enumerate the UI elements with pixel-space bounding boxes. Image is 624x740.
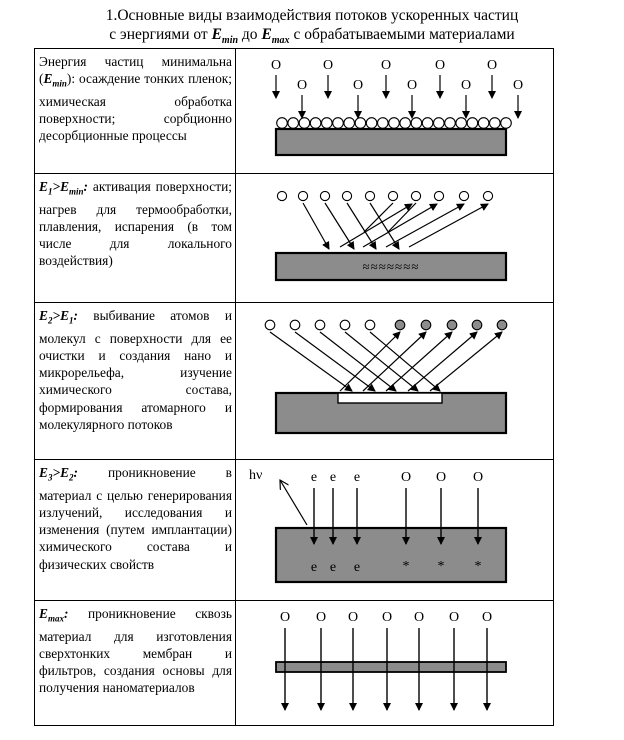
row-text-body: выбивание атомов и молекул с поверхности для ее очистки и создания нано и микрорельефа, изучение химического состава, формирования атомарного и молекулярного потоков [39, 308, 232, 432]
photon-label: hν [249, 468, 263, 483]
head-E: E [39, 465, 48, 480]
head-sub2: min [69, 186, 84, 197]
arrow-segment [388, 203, 416, 232]
row-description [35, 460, 236, 601]
particle-label: O [434, 58, 446, 73]
head-sub2: 2 [69, 472, 74, 483]
table-row-emax [35, 601, 554, 726]
sputter-arrows [270, 332, 502, 391]
particle-circle [366, 118, 377, 129]
arrow [370, 332, 440, 391]
particle-circle [355, 118, 366, 129]
particle-label: O [413, 610, 425, 625]
arrow [340, 332, 400, 391]
particle-label: O [512, 78, 524, 93]
head-mid: >E [52, 179, 69, 194]
incoming-arrows [276, 75, 518, 118]
table-row-e2 [35, 303, 554, 460]
particle-circle [277, 191, 286, 200]
title-emax [261, 26, 290, 47]
row-text [35, 601, 235, 697]
head-mid: >E [52, 308, 69, 323]
particle-label: O [270, 58, 282, 73]
row-figure [236, 303, 554, 460]
incoming-particles [271, 58, 497, 73]
row-description [35, 49, 236, 174]
implant-mark: * [437, 559, 445, 574]
arrow [325, 203, 354, 249]
particle-circle [298, 191, 307, 200]
particle-circle [365, 191, 374, 200]
head-sub: min [52, 78, 67, 89]
row-text [35, 49, 235, 145]
particle-circle [288, 118, 299, 129]
particle-circle [389, 118, 400, 129]
row-heading [39, 179, 88, 197]
particle-circle [395, 320, 405, 330]
particle-circle [299, 118, 310, 129]
row-text [35, 460, 235, 573]
table-row-e1 [35, 174, 554, 303]
particle-label: O [481, 610, 493, 625]
head-sub2: 1 [69, 315, 74, 326]
particle-label: O [486, 58, 498, 73]
particle-label: O [381, 610, 393, 625]
particle-label: O [322, 58, 334, 73]
head-E: E [39, 308, 48, 323]
particle-circle [478, 118, 489, 129]
electron-label-inside: e [329, 560, 337, 575]
particle-circle [340, 320, 350, 330]
arrow [363, 332, 426, 391]
row-heading [43, 71, 67, 89]
title-text-a: с энергиями от [109, 26, 212, 43]
head-end: : [73, 465, 78, 480]
particle-circle [447, 320, 457, 330]
particle-circle [344, 118, 355, 129]
particle-circle [501, 118, 512, 129]
electron-label: e [353, 470, 361, 485]
head-sub: 2 [47, 315, 53, 326]
particle-circle [322, 118, 333, 129]
particle-label: O [460, 78, 472, 93]
row-figure [236, 174, 554, 303]
arrow [303, 203, 329, 249]
photon-arrow [280, 480, 307, 525]
title-line-2 [0, 25, 624, 50]
arrow [270, 332, 352, 391]
title-emin-sub: min [221, 35, 239, 47]
particle-label: O [315, 610, 327, 625]
deposition-diagram [236, 49, 553, 173]
particle-circle [467, 118, 478, 129]
particle-circle [490, 118, 501, 129]
particle-circle [277, 118, 288, 129]
particle-circle [459, 191, 468, 200]
page-title [0, 6, 624, 50]
title-text-c: с обрабатываемыми материалами [289, 26, 515, 43]
implantation-diagram [236, 460, 553, 600]
head-end: : [63, 606, 69, 621]
electron-label: e [310, 470, 318, 485]
particle-circle [456, 118, 467, 129]
head-E: E [39, 606, 48, 621]
particle-circle [333, 118, 344, 129]
particle-label: O [406, 78, 418, 93]
particle-circle [388, 191, 397, 200]
etched-groove [338, 393, 442, 403]
title-emax-sub: max [271, 35, 290, 47]
row-text-pre: Энергия частиц минимальна ( [39, 54, 232, 87]
particle-circle [310, 118, 321, 129]
head-sub: 3 [47, 472, 53, 483]
row-heading [39, 465, 78, 483]
particle-label: O [279, 610, 291, 625]
row-text-body: проникновение сквозь материал для изготовления сверхтонких мембран и фильтров, создания основы для получения наноматериалов [39, 606, 232, 696]
reflected-arrows [303, 203, 488, 249]
particle-circle [483, 191, 492, 200]
row-heading [39, 308, 78, 326]
particle-circle [400, 118, 411, 129]
particle-circle [290, 320, 300, 330]
particle-circle [434, 118, 445, 129]
particle-label: O [400, 470, 412, 485]
particle-circle [434, 191, 443, 200]
particle-circle [342, 191, 351, 200]
interaction-table [34, 48, 554, 726]
particle-label: O [435, 470, 447, 485]
head-mid: >E [52, 465, 69, 480]
arrow [295, 332, 375, 391]
particle-label: O [296, 78, 308, 93]
row-description [35, 601, 236, 726]
title-emax-E: E [261, 26, 272, 43]
electron-label: e [329, 470, 337, 485]
title-emin-E: E [211, 26, 222, 43]
particle-circle [320, 191, 329, 200]
particle-circle [265, 320, 275, 330]
particle-circle [411, 191, 420, 200]
head-E: E [43, 71, 53, 87]
membrane [276, 662, 506, 672]
deposited-layer [277, 118, 512, 129]
particle-label: O [347, 610, 359, 625]
activation-diagram [236, 174, 553, 302]
implant-mark: * [474, 559, 482, 574]
transmitted-beams [280, 610, 492, 710]
particle-circle [365, 320, 375, 330]
electron-label-inside: e [353, 560, 361, 575]
particle-label: O [448, 610, 460, 625]
table-row-e3 [35, 460, 554, 601]
head-E: E [39, 179, 48, 194]
particle-circle [315, 320, 325, 330]
title-emin [211, 26, 239, 47]
particle-label: O [380, 58, 392, 73]
particle-label: O [352, 78, 364, 93]
arrow [340, 204, 412, 247]
title-text-b: до [238, 26, 262, 43]
transmission-diagram [236, 601, 553, 725]
head-end: : [73, 308, 78, 323]
row-heading [39, 606, 69, 624]
arrow [345, 332, 418, 391]
particle-circles [265, 320, 507, 330]
particle-label: O [472, 470, 484, 485]
particle-circle [497, 320, 507, 330]
particle-circle [445, 118, 456, 129]
implant-mark: * [402, 559, 410, 574]
title-line-1: 1.Основные виды взаимодействия потоков ускоренных частиц [105, 7, 519, 24]
row-figure [236, 460, 554, 601]
particle-circle [378, 118, 389, 129]
row-figure [236, 601, 554, 726]
row-description [35, 174, 236, 303]
row-figure [236, 49, 554, 174]
row-text-body: активация поверхности; нагрев для термообработки, плавления, испарения (в том числе для локального воздействия) [39, 179, 232, 269]
row-text-body: ): осаждение тонких пленок; химическая обработка поверхности; сорбционно десорбционные процессы [39, 71, 232, 144]
particle-circles [277, 191, 492, 200]
head-end: : [83, 179, 88, 194]
heat-marks: ≈≈≈≈≈≈≈ [362, 259, 420, 274]
particle-circle [422, 118, 433, 129]
substrate [276, 129, 506, 155]
electron-label-inside: e [310, 560, 318, 575]
sputtering-diagram [236, 303, 553, 459]
row-text-body: проникновение в материал с целью генерирования излучений, исследования и изменения (путем имплантации) химического состава и физических свойств [39, 465, 232, 572]
particle-row-lower [297, 78, 523, 93]
particle-circle [421, 320, 431, 330]
head-sub: max [47, 613, 64, 624]
particle-circle [411, 118, 422, 129]
arrow [320, 332, 396, 391]
row-text [35, 174, 235, 270]
arrow [409, 204, 488, 247]
particle-circle [472, 320, 482, 330]
row-text [35, 303, 235, 433]
head-sub: 1 [47, 186, 53, 197]
row-description [35, 303, 236, 460]
table-row-emin [35, 49, 554, 174]
